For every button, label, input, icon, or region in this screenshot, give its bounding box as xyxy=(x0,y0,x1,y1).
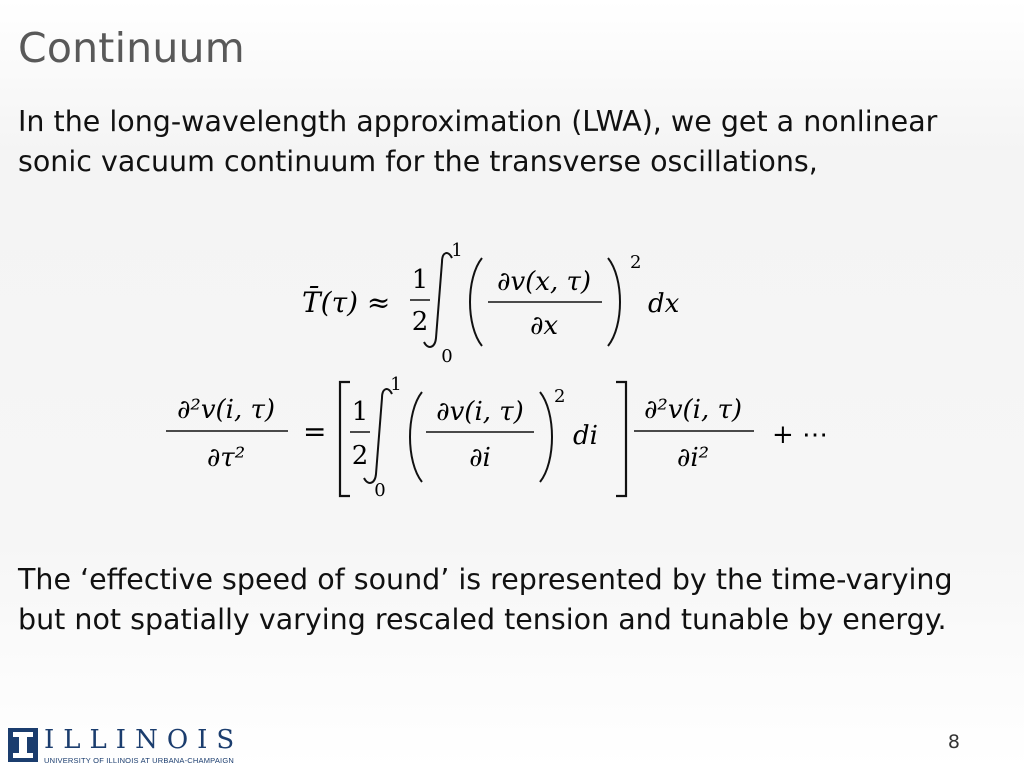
eq1-half-denominator: 2 xyxy=(411,307,429,337)
eq1-power: 2 xyxy=(630,252,642,273)
eq2-right-bracket xyxy=(616,382,626,496)
slide-title: Continuum xyxy=(18,24,245,72)
eq1-differential: dx xyxy=(648,289,680,319)
eq2-left-bracket xyxy=(340,382,350,496)
eq1-half-numerator: 1 xyxy=(411,265,429,295)
eq2-integral-upper: 1 xyxy=(390,374,402,395)
eq2-lhs-denominator: ∂τ² xyxy=(206,443,246,473)
eq2-left-paren xyxy=(410,392,422,482)
eq2-inner-denominator: ∂i xyxy=(469,443,491,473)
eq1-lhs: T̄(τ) ≈ xyxy=(302,286,391,319)
eq1-right-paren xyxy=(608,258,620,346)
eq1-inner-denominator: ∂x xyxy=(529,311,559,341)
eq2-half-denominator: 2 xyxy=(351,441,369,471)
illinois-subtitle: UNIVERSITY OF ILLINOIS AT URBANA-CHAMPAIGN xyxy=(44,756,234,765)
eq1-integral-upper: 1 xyxy=(451,240,463,261)
eq2-integral-lower: 0 xyxy=(374,480,386,501)
eq2-power: 2 xyxy=(554,386,566,407)
eq2-half-numerator: 1 xyxy=(351,397,369,427)
eq1-integral-lower: 0 xyxy=(441,346,453,367)
illinois-logo xyxy=(4,723,254,768)
illinois-block-i-icon xyxy=(8,728,38,762)
illinois-wordmark: ILLINOIS xyxy=(44,725,244,755)
eq2-rhs-numerator: ∂²v(i, τ) xyxy=(643,395,743,425)
eq2-differential: di xyxy=(573,421,598,451)
intro-paragraph: In the long-wavelength approximation (LWA), we get a nonlinear sonic vacuum continuum for the transverse oscillations, xyxy=(18,105,938,178)
eq2-right-paren xyxy=(540,392,552,482)
conclusion-paragraph: The ‘effective speed of sound’ is represented by the time-varying but not spatially varying rescaled tension and tunable by energy. xyxy=(18,563,953,636)
eq2-equals-sign: = xyxy=(303,415,327,448)
eq2-lhs-numerator: ∂²v(i, τ) xyxy=(176,395,276,425)
page-number: 8 xyxy=(947,731,960,753)
eq1-left-paren xyxy=(470,258,482,346)
equation-wave xyxy=(160,370,860,510)
equation-kinetic-energy-svg xyxy=(300,238,720,368)
equation-kinetic-energy xyxy=(300,238,720,368)
eq2-rhs-denominator: ∂i² xyxy=(676,443,710,473)
eq2-inner-numerator: ∂v(i, τ) xyxy=(436,397,524,427)
equation-wave-svg xyxy=(160,370,860,510)
eq2-tail: + ⋯ xyxy=(772,420,829,450)
eq1-inner-numerator: ∂v(x, τ) xyxy=(497,267,591,297)
